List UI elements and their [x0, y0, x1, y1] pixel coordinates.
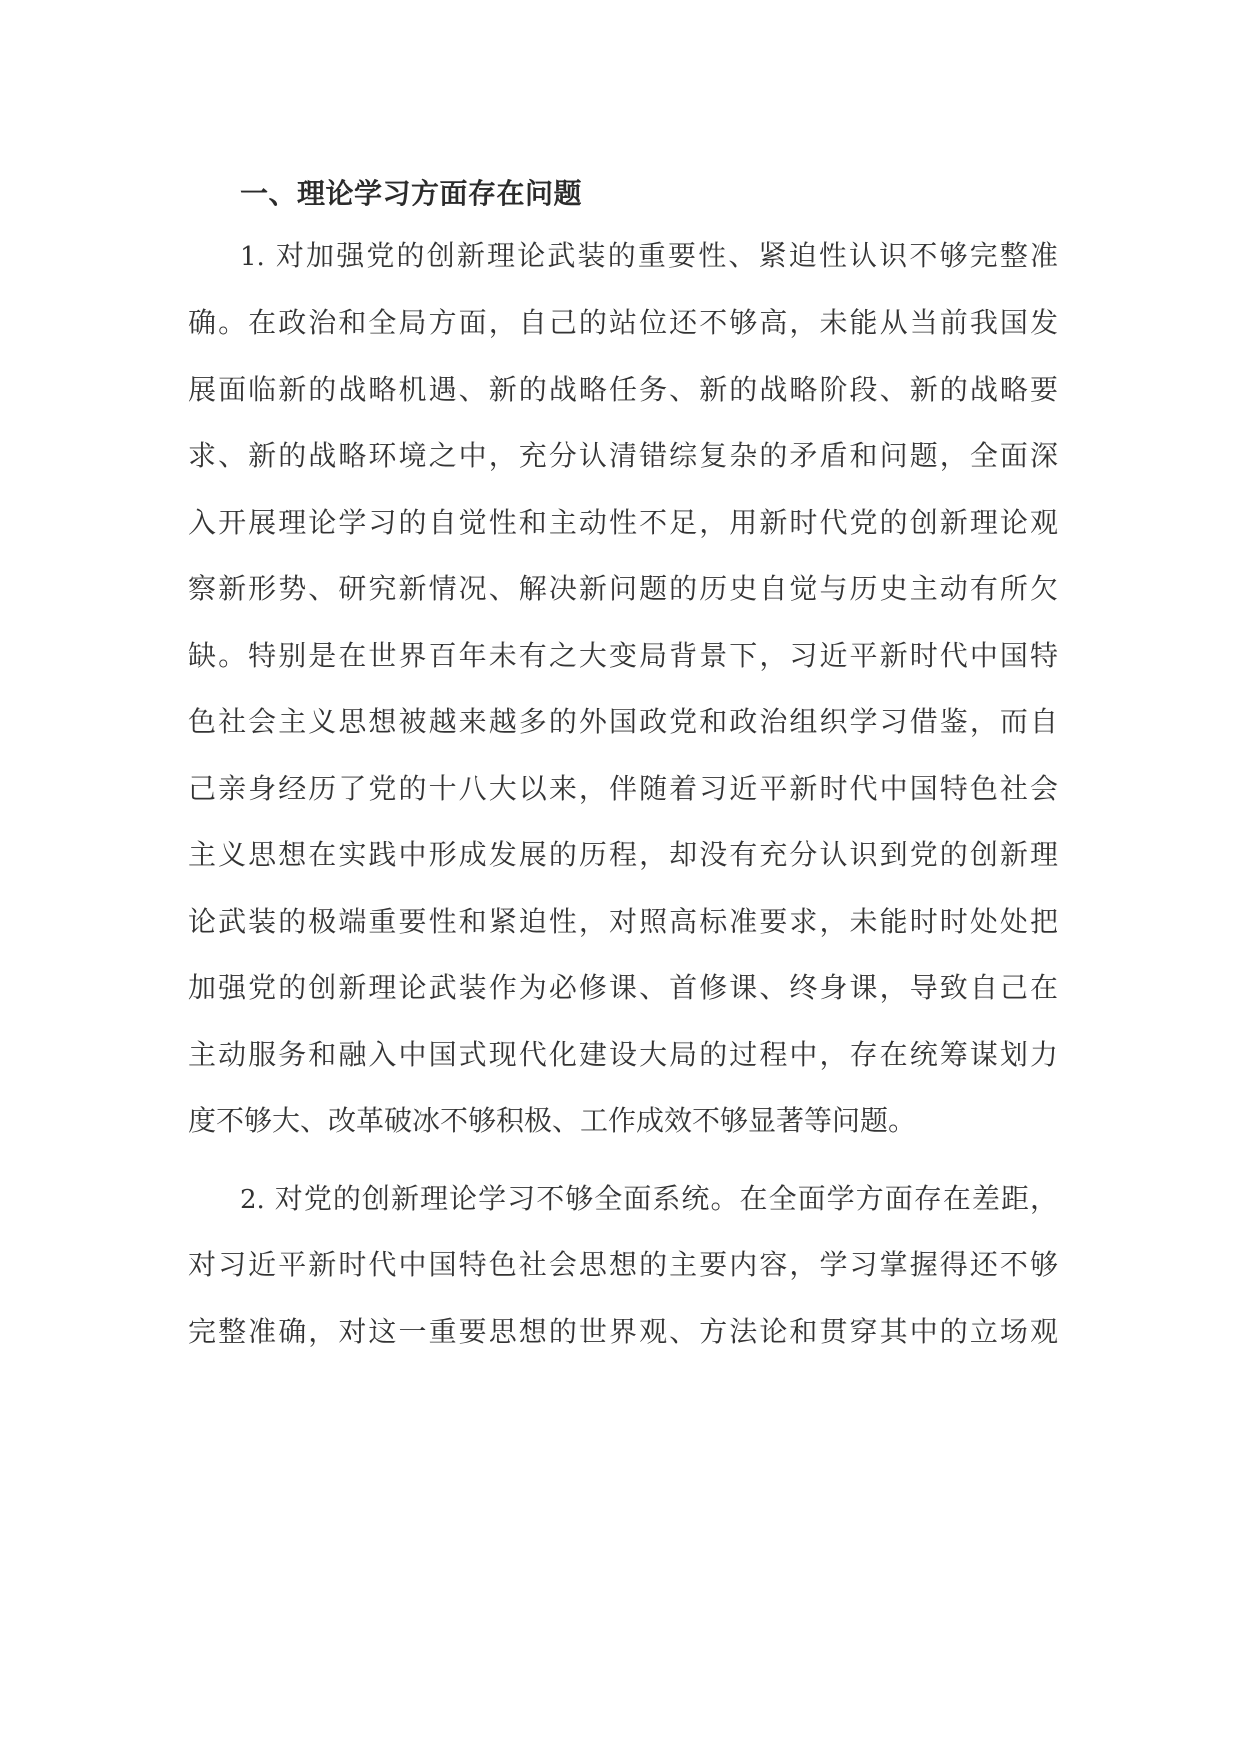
paragraph-1-line-14: 度不够大、改革破冰不够积极、工作成效不够显著等问题。	[188, 1104, 917, 1137]
paragraph-1-line-10: 主义思想在实践中形成发展的历程，却没有充分认识到党的创新理	[188, 838, 1058, 871]
paragraph-1-line-7: 缺。特别是在世界百年未有之大变局背景下，习近平新时代中国特	[188, 639, 1058, 672]
paragraph-2-number: 2.	[240, 1185, 265, 1215]
paragraph-1-line-1	[240, 236, 1058, 277]
paragraph-2-line-1-text: 对党的创新理论学习不够全面系统。在全面学方面存在差距，	[274, 1182, 1058, 1215]
paragraph-1-line-6: 察新形势、研究新情况、解决新问题的历史自觉与历史主动有所欠	[188, 572, 1058, 605]
paragraph-1-line-8: 色社会主义思想被越来越多的外国政党和政治组织学习借鉴，而自	[188, 705, 1058, 738]
paragraph-1-line-11: 论武装的极端重要性和紧迫性，对照高标准要求，未能时时处处把	[188, 905, 1058, 938]
paragraph-1-line-4: 求、新的战略环境之中，充分认清错综复杂的矛盾和问题，全面深	[188, 439, 1058, 472]
paragraph-1-line-13: 主动服务和融入中国式现代化建设大局的过程中，存在统筹谋划力	[188, 1038, 1058, 1071]
paragraph-1-line-9: 己亲身经历了党的十八大以来，伴随着习近平新时代中国特色社会	[188, 772, 1058, 805]
paragraph-1-line-3: 展面临新的战略机遇、新的战略任务、新的战略阶段、新的战略要	[188, 373, 1058, 406]
paragraph-1-line-12: 加强党的创新理论武装作为必修课、首修课、终身课，导致自己在	[188, 971, 1058, 1004]
paragraph-2-line-1	[240, 1179, 1058, 1220]
paragraph-2-line-3: 完整准确，对这一重要思想的世界观、方法论和贯穿其中的立场观	[188, 1315, 1058, 1348]
paragraph-1-number: 1.	[240, 242, 265, 272]
paragraph-2-line-2: 对习近平新时代中国特色社会思想的主要内容，学习掌握得还不够	[188, 1248, 1058, 1281]
paragraph-1-line-1-text: 对加强党的创新理论武装的重要性、紧迫性认识不够完整准	[275, 239, 1058, 272]
paragraph-1-line-2: 确。在政治和全局方面，自己的站位还不够高，未能从当前我国发	[188, 306, 1058, 339]
section-heading: 一、理论学习方面存在问题	[240, 177, 583, 210]
paragraph-1-line-5: 入开展理论学习的自觉性和主动性不足，用新时代党的创新理论观	[188, 506, 1058, 539]
